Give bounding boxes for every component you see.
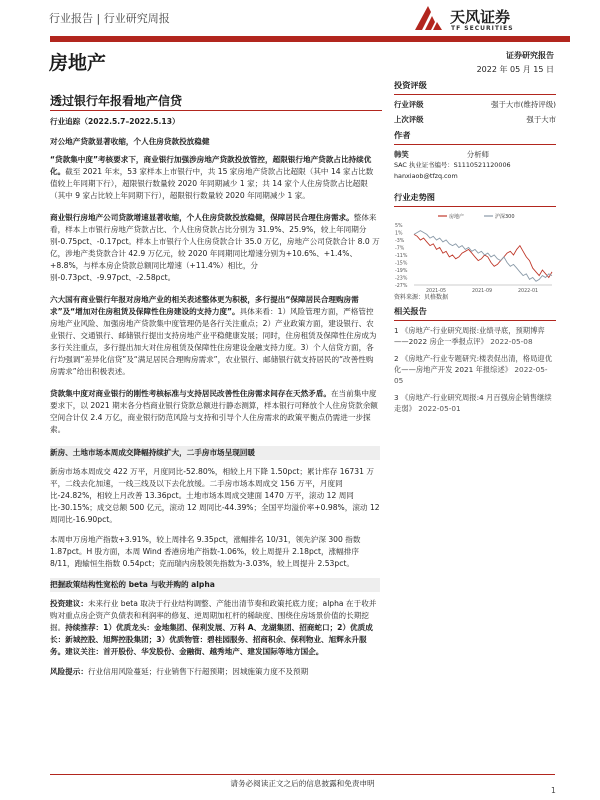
section-1-paragraph	[50, 154, 380, 202]
series-line-real-estate	[414, 234, 552, 277]
rating-label: 行业评级	[394, 100, 424, 109]
related-report-item[interactable]	[394, 325, 556, 347]
section-4-paragraph	[50, 388, 380, 436]
investment-picks: 持续推荐：1）优质龙头：金地集团、保利发展、万科 A、龙湖集团、招商蛇口；2）优质成长：新城控股、旭辉控股集团；3）优质物管：碧桂园服务、招商积余、保利物业、旭辉永升服务。建议关注：首开股份、华发股份、金融街、越秀地产、建发国际等地方国企。	[50, 623, 373, 656]
title-rule	[50, 110, 382, 111]
y-tick-label: -15%	[395, 261, 408, 267]
section-1-heading: 对公地产贷款显著收缩，个人住房贷款投放稳健	[50, 137, 210, 146]
section-1-lead: “贷款集中度”考核要求下，商业银行加强涉房地产贷款投放管控，超限银行地产贷款占比持续优化。	[50, 155, 372, 176]
report-date: 2022 年 05 月 15 日	[476, 65, 554, 74]
y-tick-label: 5%	[395, 224, 403, 229]
y-tick-label: -7%	[395, 246, 405, 252]
related-rule	[394, 320, 556, 321]
report-type: 证券研究报告	[506, 51, 554, 60]
page-number: 1	[551, 786, 556, 795]
section-3-lead: 六大国有商业银行年报对房地产业的相关表述整体更为积极，多行提出“保障居民合理购房需求”及“增加对住房租赁及保障性住房建设的支持力度”。	[50, 295, 359, 316]
section-3-body: 具体来看：1）风险管理方面，严格管控房地产业风险、加强房地产贷款集中度管理仍是各行关注重点；2）产业政策方面，建设银行、农业银行、交通银行、邮储银行提出支持房地产业平稳健康发展；同时，住房租赁及保障性住房成为多行关注重点，多行提出加大对住房租赁及保障性住房建设金融支持力度。3）个人信贷方面，各行均强调“差异化信贷”及“满足居民合理购房需求”，农业银行、邮储银行就支持居民的“改善性购房需求”给出积极表述。	[50, 307, 377, 376]
risk-paragraph	[50, 666, 380, 678]
report-title: 透过银行年报看地产信贷	[50, 94, 183, 108]
section-4-body: 在当前集中度要求下，以 2021 期末各分档商业银行贷款总额进行静态测算，样本银行可释放个人住房贷款余额空间合计仅 2.4 万亿，商业银行防范风险与支持和引导个人住房需求的政策平衡点仍需进一步探索。	[50, 389, 378, 434]
related-report-date: 2022-05-05	[394, 365, 548, 385]
author-cert: SAC 执业证书编号：S1110521120006	[394, 161, 511, 169]
related-report-date: 2022-05-01	[418, 404, 461, 413]
tf-logo-icon	[412, 4, 446, 34]
author-email[interactable]: hanxiaob@tfzq.com	[394, 172, 458, 180]
x-tick-label: 2022-01	[518, 289, 539, 294]
section-6-heading: 把握政策结构性宽松的 beta 与收并购的 alpha	[50, 578, 380, 592]
logo-text-en: TF SECURITIES	[451, 25, 514, 32]
rating-heading: 投资评级	[394, 80, 427, 90]
rating-row	[394, 99, 556, 110]
footer-disclaimer: 请务必阅读正文之后的信息披露和免责申明	[230, 779, 375, 788]
x-tick-label: 2021-05	[426, 289, 447, 294]
last-rating-label: 上次评级	[394, 115, 424, 124]
section-5-heading: 新房、土地市场本周成交降幅持续扩大，二手房市场呈现回暖	[50, 446, 380, 460]
y-tick-label: -11%	[395, 254, 408, 259]
section-2-paragraph	[50, 212, 380, 284]
y-tick-label: -3%	[395, 239, 405, 244]
last-rating-value: 强于大市	[526, 115, 556, 124]
section-1-body: 截至 2021 年末，53 家样本上市银行中，共 15 家房地产贷款占比超限（其中 14 家占比数值较上年同期下行），超限银行数量较 2020 年同期减少 1 家；共 14 家个人住房贷款占比超限（其中 9 家占比较上年同期下行），超限银行数量较 2020 年同期减少 1 家。	[50, 167, 374, 200]
y-tick-label: -23%	[395, 276, 408, 282]
week-label: 行业追踪（2022.5.7–2022.5.13）	[50, 117, 180, 126]
related-report-date: 2022-05-08	[490, 337, 533, 346]
header-rule	[50, 36, 570, 42]
related-report-item[interactable]	[394, 353, 556, 386]
section-4-lead: 贷款集中度对商业银行的刚性考核标准与支持居民改善性住房需求间存在天然矛盾。	[50, 389, 331, 398]
author-name: 韩笑	[394, 150, 409, 159]
trend-heading: 行业走势图	[394, 192, 435, 202]
footer-rule	[50, 774, 555, 775]
x-tick-label: 2021-09	[472, 289, 493, 294]
report-category-tag: 行业报告 | 行业研究周报	[49, 12, 170, 25]
author-role: 分析师	[466, 150, 489, 159]
brand-logo	[412, 4, 562, 36]
sidebar-author	[394, 130, 556, 182]
author-heading: 作者	[394, 130, 411, 140]
series-line-hs300	[414, 231, 552, 282]
investment-advice-label: 投资建议：	[50, 599, 88, 608]
logo-text-cn: 天风证券	[450, 8, 511, 26]
section-6-paragraph	[50, 598, 380, 658]
rating-rule	[394, 94, 556, 95]
related-report-title[interactable]: 1 《房地产-行业研究周报:业绩寻底，预期博弈——2022 房企一季报点评》	[394, 326, 545, 346]
risk-body: 行业信用风险蔓延；行业销售下行超预期；因城施策力度不及预期	[87, 667, 309, 676]
section-3-paragraph	[50, 294, 380, 378]
legend-label: 房地产	[449, 214, 465, 220]
sidebar-related	[394, 306, 556, 420]
rating-value: 强于大市(维持评级)	[491, 100, 556, 109]
industry-title: 房地产	[49, 52, 107, 74]
related-report-item[interactable]	[394, 392, 556, 414]
related-heading: 相关报告	[394, 306, 427, 316]
legend-label: 沪深300	[495, 214, 515, 220]
y-tick-label: -27%	[395, 284, 408, 289]
last-rating-row	[394, 114, 556, 125]
y-tick-label: -19%	[395, 269, 408, 274]
section-5-body-1: 新房市场本周成交 422 万平，月度同比-52.80%，相较上月下降 1.50pct；累计库存 16731 万平，二线去化加速，一线三线及以下去化放缓。二手房市场本周成交 156 万平，月度同比-24.82%，相较上月改善 13.36pct。土地市场本周成交建面 1470 万平，滚动 12 周同比-30.15%；成交总额 500 亿元，滚动 12 周同比-44.39%；全国平均溢价率+0.98%，滚动 12 周同比-16.90pct。	[50, 467, 380, 524]
section-2-lead: 商业银行房地产公司贷款增速显著收缩，个人住房贷款投放稳健，保障居民合理住房需求。	[50, 213, 354, 222]
main-column	[50, 116, 380, 678]
related-report-title[interactable]: 2 《房地产-行业专题研究:楼表促出清，格局迎优化——房地产开发 2021 年报综述》	[394, 354, 552, 374]
y-tick-label: 1%	[395, 231, 403, 237]
section-5-body-2: 本周申万房地产指数+3.91%，较上周排名 9.35pct，涨幅排名 10/31，领先沪深 300 指数 1.87pct。H 股方面，本周 Wind 香港房地产指数-1.06%，较上周提升 2.18pct，涨幅排序 8/11，跑输恒生指数 0.54pct；克而瑞内房股领先指数为-3.03%，较上周提升 2.53pct。	[50, 535, 361, 568]
related-report-title[interactable]: 3 《房地产-行业研究周报:4 月百强房企销售继续走弱》	[394, 393, 552, 413]
author-rule	[394, 144, 556, 145]
sidebar-rating	[394, 80, 556, 125]
investment-advice-body: 未来行业 beta 取决于行业结构调整、产能出清节奏和政策托底力度；alpha 在于收并购对重点房企资产负债表和利润率的修复、逆周期加杠杆的稀缺度、围绕住房场景价值的长期挖掘。	[50, 599, 377, 632]
section-2-body: 整体来看，样本上市银行房地产贷款占比、个人住房贷款占比分别为 31.9%、25.9%，较上年同期分别-0.75pct、-0.17pct。样本上市银行个人住房贷款合计 35.0 万亿，房地产公司贷款合计 8.0 万亿，涉地产类贷款合计 42.9 万亿元，较 2020 年同期同比增速分别为+10.6%、+1.4%、+8.8%，与样本房企贷款总额同比增速（+11.4%）相比，分别-0.73pct、-9.97pct、-2.58pct。	[50, 213, 380, 282]
trend-chart	[394, 205, 556, 295]
chart-source: 资料来源：贝格数据	[394, 294, 449, 301]
risk-label: 风险提示：	[50, 667, 88, 676]
